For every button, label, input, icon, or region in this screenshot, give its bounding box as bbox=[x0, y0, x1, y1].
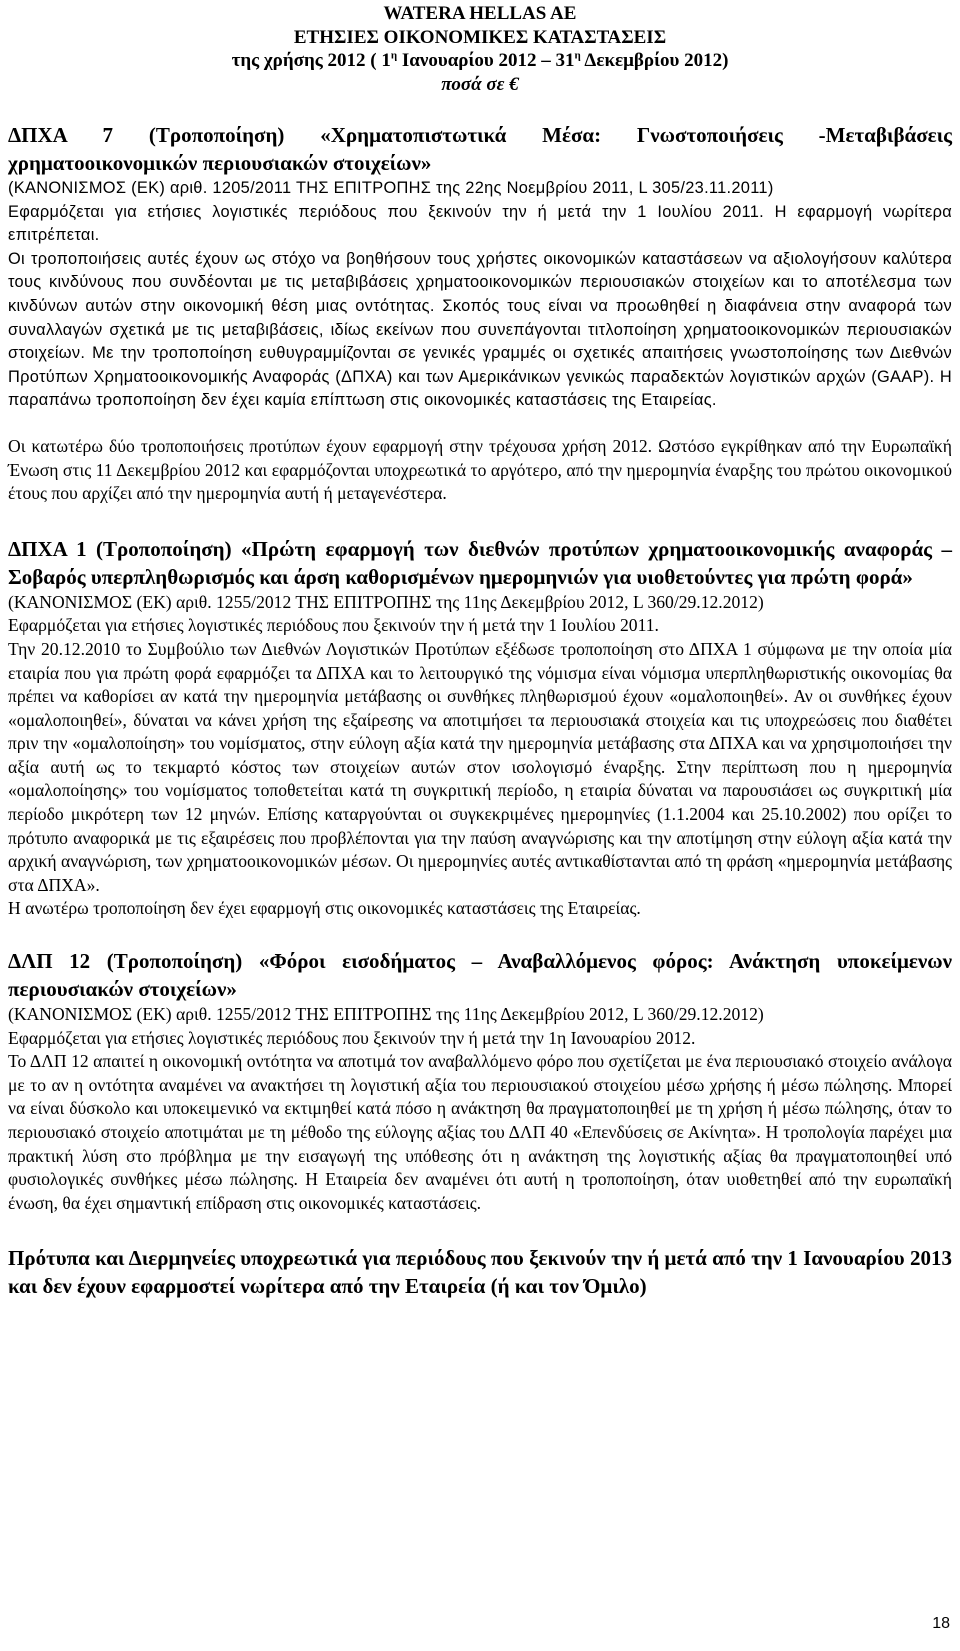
regulation-reference: (ΚΑΝΟΝΙΣΜΟΣ (ΕΚ) αριθ. 1205/2011 ΤΗΣ ΕΠΙΤΡΟΠΗΣ της 22ης Νοεμβρίου 2011, L 305/23.11.2011) bbox=[8, 179, 774, 197]
section-heading: ΔΛΠ 12 (Τροποποίηση) «Φόροι εισοδήματος – Αναβαλλόμενος φόρος: Ανάκτηση υποκείμενων περιουσιακών στοιχείων» bbox=[8, 949, 952, 1002]
section-heading: ΔΠΧΑ 7 (Τροποποίηση) «Χρηματοπιστωτικά Μέσα: Γνωστοποιήσεις -Μεταβιβάσεις χρηματοοικονομικών περιουσιακών στοιχείων» bbox=[8, 123, 952, 175]
page-header bbox=[0, 2, 960, 96]
report-title: ΕΤΗΣΙΕΣ ΟΙΚΟΝΟΜΙΚΕΣ ΚΑΤΑΣΤΑΣΕΙΣ bbox=[293, 26, 667, 48]
section-intro bbox=[8, 435, 952, 506]
company-name: WATERA HELLAS AE bbox=[383, 3, 577, 24]
section-body: Το ΔΛΠ 12 απαιτεί η οικονομική οντότητα να αποτιμά τον αναβαλλόμενο φόρο που σχετίζεται με ένα περιουσιακό στοιχείο ανάλογα με το αν η οντότητα αναμένει να ανακτήσει τη λογιστική αξία του περιουσιακού στοιχείου μέσω χρήσης ή μέσω πώλησης. Μπορεί να είναι δύσκολο και υποκειμενικό να εκτιμηθεί κατά πόσο η ανάκτηση θα πραγματοποιηθεί με τη χρήση ή μέσω πώλησης, όταν το περιουσιακό στοιχείο αποτιμάται με τη μέθοδο της εύλογης αξίας του ΔΛΠ 40 «Επενδύσεις σε Ακίνητα». Η τροπολογία παρέχει μια πρακτική λύση στο πρόβλημα με την εισαγωγή της υπόθεσης ότι η ανάκτηση της λογιστικής αξίας θα πραγματοποιηθεί υπό φυσιολογικές συνθήκες μέσω πώλησης. Η Εταιρεία δεν αναμένει ότι αυτή η τροποποίηση, όταν υιοθετηθεί από την ευρωπαϊκή ένωση, θα έχει σημαντική επίδραση στις οικονομικές καταστάσεις. bbox=[8, 1051, 952, 1213]
section-conclusion: Η ανωτέρω τροποποίηση δεν έχει εφαρμογή στις οικονομικές καταστάσεις της Εταιρείας. bbox=[8, 898, 641, 919]
intro-paragraph: Οι κατωτέρω δύο τροποποιήσεις προτύπων έχουν εφαρμογή στην τρέχουσα χρήση 2012. Ωστόσο εγκρίθηκαν από την Ευρωπαϊκή Ένωση στις 11 Δεκεμβρίου 2012 και εφαρμόζονται υποχρεωτικά το αργότερο, από την ημερομηνία έναρξης του πρώτου οικονομικού έτους που αρχίζει από την ημερομηνία αυτή ή μεταγενέστερα. bbox=[8, 435, 952, 504]
section-ifrs1 bbox=[8, 535, 952, 921]
section-heading: ΔΠΧΑ 1 (Τροποποίηση) «Πρώτη εφαρμογή των διεθνών προτύπων χρηματοοικονομικής αναφοράς – Σοβαρός υπερπληθωρισμός και άρση καθορισμένων ημερομηνιών για υιοθετούντες για πρώτη φορά» bbox=[8, 536, 952, 589]
page-content bbox=[8, 121, 952, 1300]
regulation-reference: (ΚΑΝΟΝΙΣΜΟΣ (ΕΚ) αριθ. 1255/2012 ΤΗΣ ΕΠΙΤΡΟΠΗΣ της 11ης Δεκεμβρίου 2012, L 360/29.12.2012) bbox=[8, 1004, 764, 1025]
effective-date-note: Εφαρμόζεται για ετήσιες λογιστικές περιόδους που ξεκινούν την ή μετά την 1 Ιουλίου 2011. Η εφαρμογή νωρίτερα επιτρέπεται. bbox=[8, 202, 952, 245]
section-body: Οι τροποποιήσεις αυτές έχουν ως στόχο να βοηθήσουν τους χρήστες οικονομικών καταστάσεων να αξιολογήσουν καλύτερα τους κινδύνους που συνδέονται με τις μεταβιβάσεις χρηματοοικονομικών περιουσιακών στοιχείων και το αποτέλεσμα των κινδύνων αυτών στην οικονομική θέση μιας οντότητας. Σκοπός τους είναι να προωθηθεί η διαφάνεια στην αναφορά των συναλλαγών σχετικά με τις μεταβιβάσεις, ιδίως εκείνων που συνεπάγονται τιτλοποίηση χρηματοοικονομικών περιουσιακών στοιχείων. Με την τροποποίηση ευθυγραμμίζονται σε γενικές γραμμές οι σχετικές απαιτήσεις γνωστοποίησης των Διεθνών Προτύπων Χρηματοοικονομικής Αναφοράς (ΔΠΧΑ) και των Αμερικάνικων γενικώς παραδεκτών λογιστικών αρχών (GAAP). Η παραπάνω τροποποίηση δεν έχει καμία επίπτωση στις οικονομικές καταστάσεις της Εταιρείας. bbox=[8, 249, 952, 410]
section-ias12 bbox=[8, 947, 952, 1215]
section-heading: Πρότυπα και Διερμηνείες υποχρεωτικά για περιόδους που ξεκινούν την ή μετά από την 1 Ιανουαρίου 2013 και δεν έχουν εφαρμοστεί νωρίτερα από την Εταιρεία (ή και τον Όμιλο) bbox=[8, 1246, 952, 1299]
regulation-reference: (ΚΑΝΟΝΙΣΜΟΣ (ΕΚ) αριθ. 1255/2012 ΤΗΣ ΕΠΙΤΡΟΠΗΣ της 11ης Δεκεμβρίου 2012, L 360/29.12.2012) bbox=[8, 591, 764, 612]
section-standards-2013 bbox=[8, 1244, 952, 1300]
page-number: 18 bbox=[932, 1615, 950, 1632]
report-period: της χρήσης 2012 ( $1^\eta$ Ιανουαρίου $2012 - 31^\eta$ Δεκεμβρίου 2012) bbox=[231, 49, 729, 71]
currency-note: ποσά σε € bbox=[441, 73, 519, 95]
section-body: Την 20.12.2010 το Συμβούλιο των Διεθνών Λογιστικών Προτύπων εξέδωσε τροποποίηση στο ΔΠΧΑ 1 σύμφωνα με την οποία μία εταιρία που για πρώτη φορά εφαρμόζει τα ΔΠΧΑ και το λειτουργικό της νόμισμα είναι νόμισμα υπερπληθωριστικής οικονομίας θα πρέπει να καθορίσει αν κατά την ημερομηνία μετάβασης οι συνθήκες πληθωρισμού έχουν «ομαλοποιηθεί». Αν οι συνθήκες έχουν «ομαλοποιηθεί», δύναται να κάνει χρήση της εξαίρεσης να αποτιμήσει τα περιουσιακά στοιχεία και τις υποχρεώσεις που διαθέτει πριν την «ομαλοποίηση» του νομίσματος, στην εύλογη αξία κατά την ημερομηνία μετάβασης στα ΔΠΧΑ και να χρησιμοποιήσει την αξία αυτή ως το τεκμαρτό κόστος των στοιχείων αυτών στον ισολογισμό έναρξης. Στην περίπτωση που η ημερομηνία «ομαλοποίησης» του νομίσματος τοποθετείται κατά τη συγκριτική περίοδο, η εταιρία δύναται να παρουσιάσει ως συγκριτική μία περίοδο μικρότερη των 12 μηνών. Επίσης καταργούνται οι συγκεκριμένες ημερομηνίες (1.1.2004 και 25.10.2002) που ορίζει το πρότυπο αναφορικά με τις εξαιρέσεις που προβλέπονται για την παύση αναγνώρισης και την αποτίμηση στην εύλογη αξία κατά την αρχική αναγνώριση, των χρηματοοικονομικών μέσων. Οι ημερομηνίες αυτές αντικαθίστανται από τη φράση «ημερομηνία μετάβασης στα ΔΠΧΑ». bbox=[8, 638, 952, 895]
effective-date-note: Εφαρμόζεται για ετήσιες λογιστικές περιόδους που ξεκινούν την ή μετά την 1η Ιανουαρίου 2012. bbox=[8, 1027, 696, 1048]
section-ifrs7 bbox=[8, 121, 952, 413]
effective-date-note: Εφαρμόζεται για ετήσιες λογιστικές περιόδους που ξεκινούν την ή μετά την 1 Ιουλίου 2011. bbox=[8, 615, 659, 636]
